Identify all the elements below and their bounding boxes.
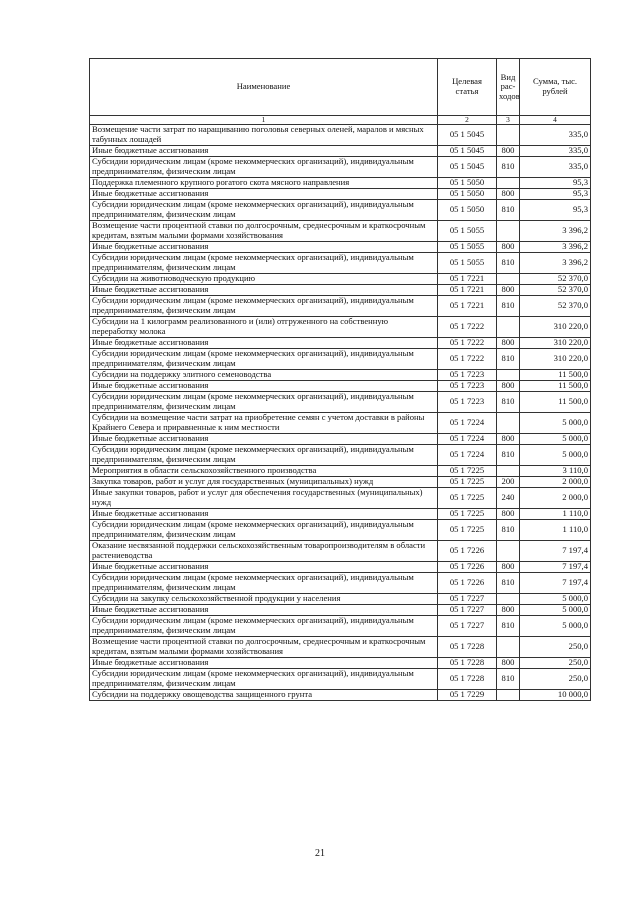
row-target-code: 05 1 7222 — [438, 338, 497, 349]
table-row — [90, 317, 591, 338]
row-amount: 5 000,0 — [520, 605, 591, 616]
page-number: 21 — [315, 848, 325, 859]
row-amount: 7 197,4 — [520, 562, 591, 573]
row-expense-type — [497, 690, 520, 701]
row-name: Субсидии на закупку сельскохозяйственной продукции у населения — [90, 594, 438, 605]
row-target-code: 05 1 5050 — [438, 189, 497, 200]
row-amount: 95,3 — [520, 200, 591, 221]
row-name: Иные бюджетные ассигнования — [90, 285, 438, 296]
row-name: Мероприятия в области сельскохозяйственного производства — [90, 466, 438, 477]
row-target-code: 05 1 7224 — [438, 445, 497, 466]
row-name: Иные бюджетные ассигнования — [90, 434, 438, 445]
row-expense-type — [497, 370, 520, 381]
header-code: Целевая статья — [438, 59, 497, 116]
row-amount: 95,3 — [520, 178, 591, 189]
row-amount: 3 396,2 — [520, 253, 591, 274]
table-row — [90, 253, 591, 274]
table-row — [90, 605, 591, 616]
row-name: Иные бюджетные ассигнования — [90, 338, 438, 349]
row-expense-type — [497, 317, 520, 338]
row-amount: 10 000,0 — [520, 690, 591, 701]
table-row — [90, 392, 591, 413]
row-name: Возмещение части процентной ставки по долгосрочным, среднесрочным и краткосрочным кредитам, взятым малыми формами хозяйствования — [90, 637, 438, 658]
row-amount: 2 000,0 — [520, 488, 591, 509]
row-amount: 5 000,0 — [520, 413, 591, 434]
table-row — [90, 445, 591, 466]
row-name: Субсидии юридическим лицам (кроме некоммерческих организаций), индивидуальным предпринимателям, физическим лицам — [90, 445, 438, 466]
row-expense-type — [497, 221, 520, 242]
row-amount: 310 220,0 — [520, 338, 591, 349]
row-target-code: 05 1 5045 — [438, 146, 497, 157]
table-row — [90, 274, 591, 285]
row-target-code: 05 1 7221 — [438, 296, 497, 317]
row-name: Субсидии на животноводческую продукцию — [90, 274, 438, 285]
row-expense-type: 800 — [497, 146, 520, 157]
row-amount: 310 220,0 — [520, 349, 591, 370]
row-name: Иные бюджетные ассигнования — [90, 381, 438, 392]
row-amount: 250,0 — [520, 658, 591, 669]
table-row — [90, 488, 591, 509]
row-name: Возмещение части процентной ставки по долгосрочным, среднесрочным и краткосрочным кредитам, взятым малыми формами хозяйствования — [90, 221, 438, 242]
row-expense-type: 810 — [497, 445, 520, 466]
row-name: Субсидии юридическим лицам (кроме некоммерческих организаций), индивидуальным предпринимателям, физическим лицам — [90, 520, 438, 541]
row-amount: 5 000,0 — [520, 445, 591, 466]
row-target-code: 05 1 7227 — [438, 605, 497, 616]
row-name: Субсидии юридическим лицам (кроме некоммерческих организаций), индивидуальным предпринимателям, физическим лицам — [90, 616, 438, 637]
row-target-code: 05 1 7221 — [438, 274, 497, 285]
row-expense-type: 800 — [497, 509, 520, 520]
row-amount: 11 500,0 — [520, 392, 591, 413]
row-expense-type: 810 — [497, 200, 520, 221]
row-name: Субсидии юридическим лицам (кроме некоммерческих организаций), индивидуальным предпринимателям, физическим лицам — [90, 573, 438, 594]
table-row — [90, 520, 591, 541]
row-amount: 95,3 — [520, 189, 591, 200]
row-name: Поддержка племенного крупного рогатого скота мясного направления — [90, 178, 438, 189]
row-amount: 11 500,0 — [520, 381, 591, 392]
table-row — [90, 434, 591, 445]
row-target-code: 05 1 7225 — [438, 466, 497, 477]
table-row — [90, 616, 591, 637]
table-row — [90, 285, 591, 296]
row-target-code: 05 1 5050 — [438, 178, 497, 189]
table-row — [90, 562, 591, 573]
row-expense-type: 810 — [497, 157, 520, 178]
row-target-code: 05 1 7226 — [438, 562, 497, 573]
row-amount: 3 396,2 — [520, 242, 591, 253]
row-amount: 335,0 — [520, 146, 591, 157]
row-amount: 5 000,0 — [520, 594, 591, 605]
row-expense-type: 810 — [497, 520, 520, 541]
column-number: 1 — [90, 116, 438, 125]
header-row — [90, 59, 591, 116]
row-target-code: 05 1 5055 — [438, 221, 497, 242]
row-name: Субсидии юридическим лицам (кроме некоммерческих организаций), индивидуальным предпринимателям, физическим лицам — [90, 392, 438, 413]
row-expense-type — [497, 466, 520, 477]
row-expense-type — [497, 274, 520, 285]
table-row — [90, 157, 591, 178]
column-number: 4 — [520, 116, 591, 125]
table-row — [90, 338, 591, 349]
row-expense-type: 810 — [497, 392, 520, 413]
row-name: Субсидии на 1 килограмм реализованного и (или) отгруженного на собственную переработку молока — [90, 317, 438, 338]
row-target-code: 05 1 7224 — [438, 434, 497, 445]
row-name: Возмещение части затрат по наращиванию поголовья северных оленей, маралов и мясных табунных лошадей — [90, 125, 438, 146]
column-number: 3 — [497, 116, 520, 125]
row-target-code: 05 1 7229 — [438, 690, 497, 701]
table-row — [90, 296, 591, 317]
table-row — [90, 477, 591, 488]
row-expense-type — [497, 637, 520, 658]
row-target-code: 05 1 7222 — [438, 317, 497, 338]
row-amount: 7 197,4 — [520, 541, 591, 562]
row-expense-type: 810 — [497, 573, 520, 594]
row-target-code: 05 1 7223 — [438, 370, 497, 381]
header-sum: Сумма, тыс. рублей — [520, 59, 591, 116]
row-name: Субсидии юридическим лицам (кроме некоммерческих организаций), индивидуальным предпринимателям, физическим лицам — [90, 296, 438, 317]
row-expense-type: 800 — [497, 242, 520, 253]
row-expense-type — [497, 541, 520, 562]
row-amount: 11 500,0 — [520, 370, 591, 381]
row-amount: 1 110,0 — [520, 509, 591, 520]
row-expense-type — [497, 125, 520, 146]
row-expense-type: 810 — [497, 669, 520, 690]
row-amount: 335,0 — [520, 125, 591, 146]
row-expense-type: 800 — [497, 658, 520, 669]
row-target-code: 05 1 5055 — [438, 242, 497, 253]
row-name: Субсидии юридическим лицам (кроме некоммерческих организаций), индивидуальным предпринимателям, физическим лицам — [90, 253, 438, 274]
row-name: Иные бюджетные ассигнования — [90, 509, 438, 520]
table-row — [90, 658, 591, 669]
row-name: Иные бюджетные ассигнования — [90, 146, 438, 157]
header-type: Вид рас-ходов — [497, 59, 520, 116]
row-amount: 250,0 — [520, 637, 591, 658]
header-name: Наименование — [90, 59, 438, 116]
row-expense-type — [497, 413, 520, 434]
row-target-code: 05 1 7226 — [438, 573, 497, 594]
row-target-code: 05 1 7228 — [438, 637, 497, 658]
row-expense-type: 800 — [497, 189, 520, 200]
row-amount: 52 370,0 — [520, 274, 591, 285]
row-target-code: 05 1 7222 — [438, 349, 497, 370]
row-expense-type: 800 — [497, 434, 520, 445]
table-row — [90, 573, 591, 594]
row-target-code: 05 1 7223 — [438, 392, 497, 413]
table-row — [90, 200, 591, 221]
table-row — [90, 178, 591, 189]
row-target-code: 05 1 7223 — [438, 381, 497, 392]
row-target-code: 05 1 7225 — [438, 477, 497, 488]
row-amount: 1 110,0 — [520, 520, 591, 541]
table-row — [90, 413, 591, 434]
row-expense-type — [497, 594, 520, 605]
row-amount: 335,0 — [520, 157, 591, 178]
row-expense-type: 810 — [497, 296, 520, 317]
table-row — [90, 466, 591, 477]
row-target-code: 05 1 7228 — [438, 658, 497, 669]
row-name: Иные бюджетные ассигнования — [90, 189, 438, 200]
row-target-code: 05 1 7225 — [438, 488, 497, 509]
row-amount: 250,0 — [520, 669, 591, 690]
table-row — [90, 370, 591, 381]
row-name: Субсидии юридическим лицам (кроме некоммерческих организаций), индивидуальным предпринимателям, физическим лицам — [90, 157, 438, 178]
row-target-code: 05 1 5045 — [438, 125, 497, 146]
table-row — [90, 349, 591, 370]
row-name: Иные бюджетные ассигнования — [90, 242, 438, 253]
row-target-code: 05 1 7227 — [438, 616, 497, 637]
row-name: Субсидии на поддержку элитного семеноводства — [90, 370, 438, 381]
row-name: Субсидии юридическим лицам (кроме некоммерческих организаций), индивидуальным предпринимателям, физическим лицам — [90, 349, 438, 370]
row-name: Иные бюджетные ассигнования — [90, 605, 438, 616]
row-expense-type: 810 — [497, 616, 520, 637]
row-amount: 5 000,0 — [520, 434, 591, 445]
row-expense-type: 200 — [497, 477, 520, 488]
row-expense-type: 800 — [497, 605, 520, 616]
column-number-row — [90, 116, 591, 125]
table-body — [90, 125, 591, 701]
column-number: 2 — [438, 116, 497, 125]
table-row — [90, 690, 591, 701]
row-target-code: 05 1 7225 — [438, 509, 497, 520]
row-name: Субсидии юридическим лицам (кроме некоммерческих организаций), индивидуальным предпринимателям, физическим лицам — [90, 200, 438, 221]
row-expense-type: 800 — [497, 285, 520, 296]
row-expense-type: 810 — [497, 253, 520, 274]
row-target-code: 05 1 5050 — [438, 200, 497, 221]
row-expense-type: 800 — [497, 381, 520, 392]
row-amount: 52 370,0 — [520, 285, 591, 296]
row-name: Иные закупки товаров, работ и услуг для обеспечения государственных (муниципальных) нужд — [90, 488, 438, 509]
row-name: Субсидии на поддержку овощеводства защищенного грунта — [90, 690, 438, 701]
row-expense-type: 240 — [497, 488, 520, 509]
table-row — [90, 242, 591, 253]
table-row — [90, 189, 591, 200]
row-target-code: 05 1 7221 — [438, 285, 497, 296]
table-row — [90, 637, 591, 658]
table-row — [90, 509, 591, 520]
row-target-code: 05 1 7226 — [438, 541, 497, 562]
row-name: Иные бюджетные ассигнования — [90, 658, 438, 669]
row-amount: 2 000,0 — [520, 477, 591, 488]
row-name: Закупка товаров, работ и услуг для государственных (муниципальных) нужд — [90, 477, 438, 488]
table-row — [90, 146, 591, 157]
row-amount: 52 370,0 — [520, 296, 591, 317]
row-amount: 3 110,0 — [520, 466, 591, 477]
row-amount: 5 000,0 — [520, 616, 591, 637]
row-target-code: 05 1 7225 — [438, 520, 497, 541]
row-expense-type: 800 — [497, 338, 520, 349]
row-amount: 7 197,4 — [520, 573, 591, 594]
table-row — [90, 541, 591, 562]
table-row — [90, 125, 591, 146]
row-expense-type — [497, 178, 520, 189]
row-expense-type: 810 — [497, 349, 520, 370]
row-target-code: 05 1 7228 — [438, 669, 497, 690]
row-target-code: 05 1 7227 — [438, 594, 497, 605]
row-name: Субсидии на возмещение части затрат на приобретение семян с учетом доставки в районы Крайнего Севера и приравненные к ним местности — [90, 413, 438, 434]
row-target-code: 05 1 5045 — [438, 157, 497, 178]
table-header — [90, 59, 591, 125]
row-name: Субсидии юридическим лицам (кроме некоммерческих организаций), индивидуальным предпринимателям, физическим лицам — [90, 669, 438, 690]
row-amount: 310 220,0 — [520, 317, 591, 338]
row-expense-type: 800 — [497, 562, 520, 573]
row-name: Иные бюджетные ассигнования — [90, 562, 438, 573]
row-name: Оказание несвязанной поддержки сельскохозяйственным товаропроизводителям в области растениеводства — [90, 541, 438, 562]
row-target-code: 05 1 5055 — [438, 253, 497, 274]
row-amount: 3 396,2 — [520, 221, 591, 242]
table-row — [90, 594, 591, 605]
row-target-code: 05 1 7224 — [438, 413, 497, 434]
table-row — [90, 221, 591, 242]
table-row — [90, 669, 591, 690]
table-row — [90, 381, 591, 392]
budget-table — [89, 58, 591, 701]
